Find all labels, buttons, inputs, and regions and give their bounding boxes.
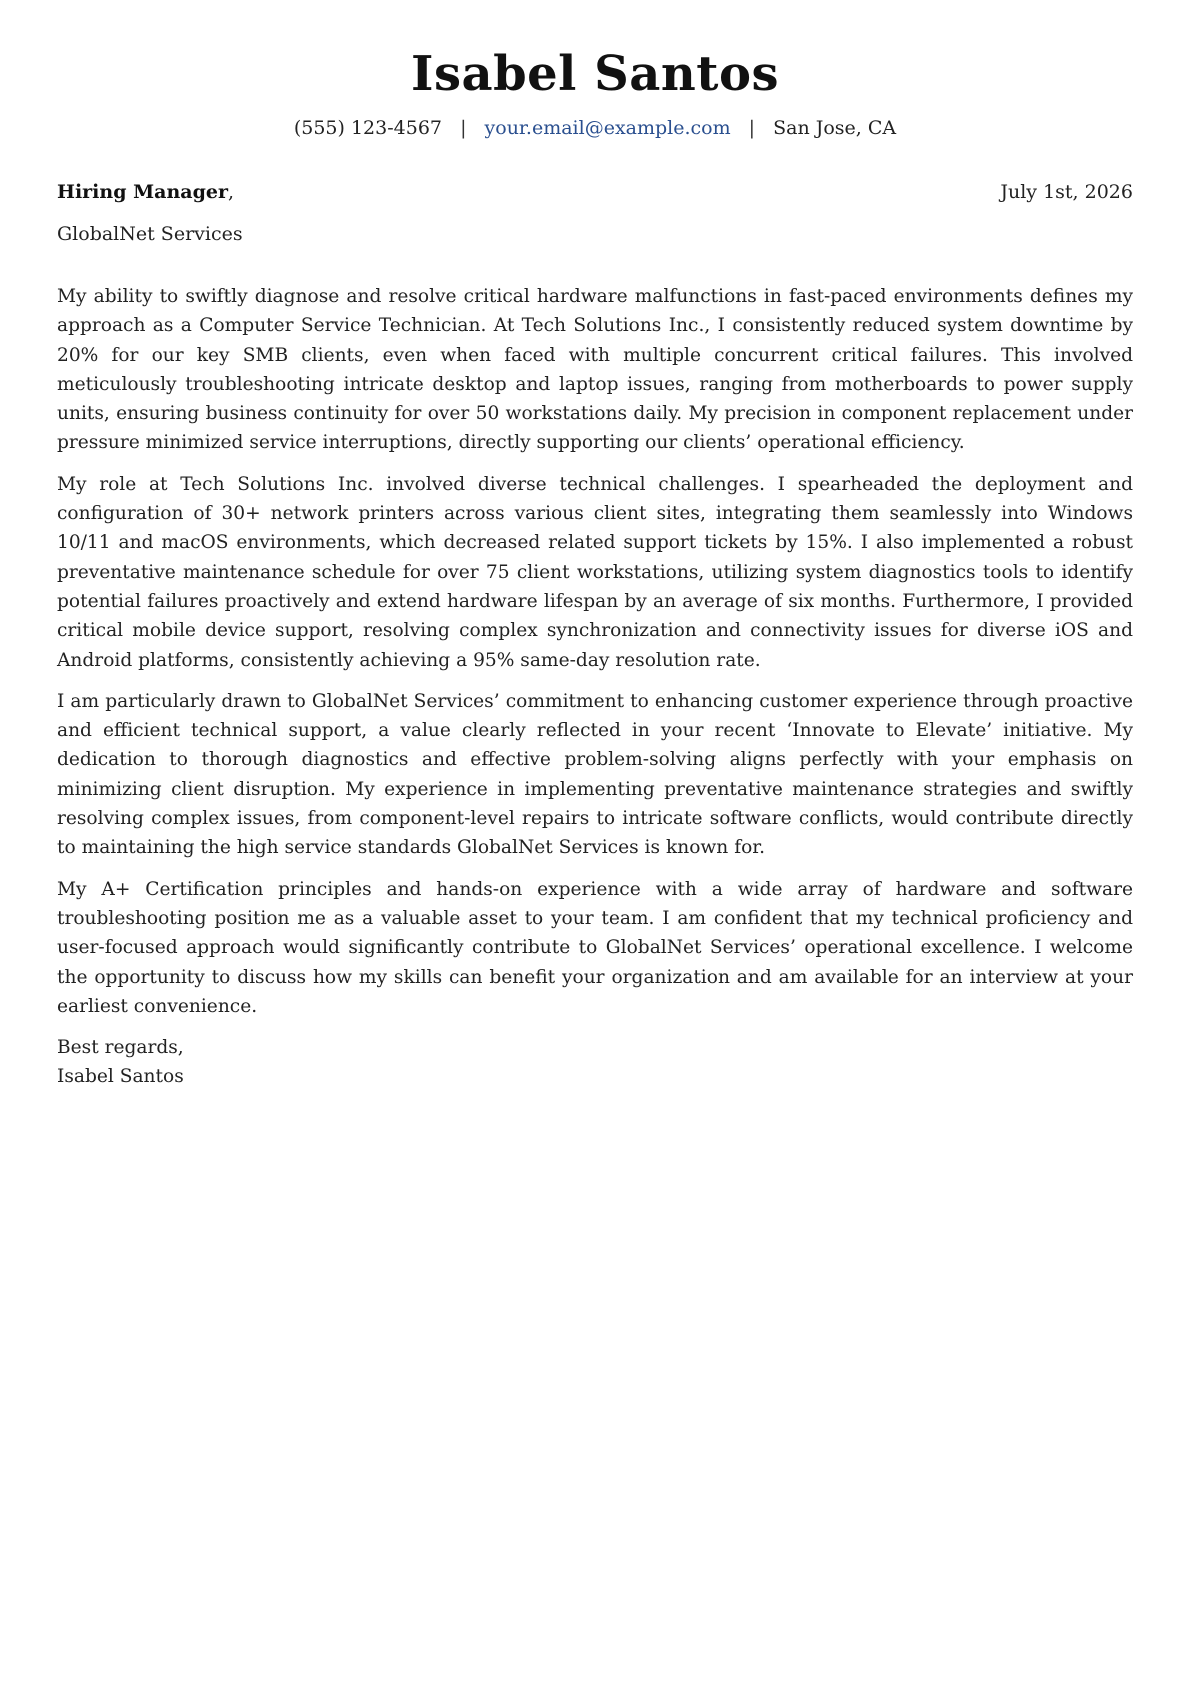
recipient-company: GlobalNet Services	[57, 223, 243, 245]
body-paragraph: My ability to swiftly diagnose and resolve critical hardware malfunctions in fast-paced environments defines my approach as a Computer Service Technician. At Tech Solutions Inc., I consistently reduced system downtime by 20% for our key SMB clients, even when faced with multiple concurrent critical failures. This involved meticulously troubleshooting intricate desktop and laptop issues, ranging from motherboards to power supply units, ensuring business continuity for over 50 workstations daily. My precision in component replacement under pressure minimized service interruptions, directly supporting our clients’ operational efficiency.	[57, 286, 1133, 454]
closing-block	[57, 1033, 1133, 1092]
signature-name: Isabel Santos	[57, 1066, 184, 1088]
applicant-name: Isabel Santos	[411, 46, 779, 102]
closing-salutation: Best regards,	[57, 1037, 184, 1059]
recipient-row	[57, 178, 1133, 206]
letter-date: July 1st, 2026	[1000, 181, 1133, 203]
recipient-name: Hiring Manager	[57, 181, 228, 203]
letter-body	[57, 282, 1133, 1092]
separator: |	[748, 117, 756, 139]
body-paragraph: My A+ Certification principles and hands-on experience with a wide array of hardware and software troubleshooting position me as a valuable asset to your team. I am confident that my technical proficiency and user-focused approach would significantly contribute to GlobalNet Services’ operational excellence. I welcome the opportunity to discuss how my skills can benefit your organization and am available for an interview at your earliest convenience.	[57, 878, 1133, 1017]
separator: |	[460, 117, 467, 139]
email-link[interactable]: your.email@example.com	[484, 117, 731, 139]
contact-line	[57, 114, 1133, 142]
body-paragraph: I am particularly drawn to GlobalNet Services’ commitment to enhancing customer experience through proactive and efficient technical support, a value clearly reflected in your recent ‘Innovate to Elevate’ initiative. My dedication to thorough diagnostics and effective problem-solving aligns perfectly with your emphasis on minimizing client disruption. My experience in implementing preventative maintenance strategies and swiftly resolving complex issues, from component-level repairs to intricate software conflicts, would contribute directly to maintaining the high service standards GlobalNet Services is known for.	[57, 690, 1133, 859]
body-paragraph: My role at Tech Solutions Inc. involved diverse technical challenges. I spearheaded the deployment and configuration of 30+ network printers across various client sites, integrating them seamlessly into Windows 10/11 and macOS environments, which decreased related support tickets by 15%. I also implemented a robust preventative maintenance schedule for over 75 client workstations, utilizing system diagnostics tools to identify potential failures proactively and extend hardware lifespan by an average of six months. Furthermore, I provided critical mobile device support, resolving complex synchronization and connectivity issues for diverse iOS and Android platforms, consistently achieving a 95% same-day resolution rate.	[57, 473, 1133, 671]
recipient-name-line	[57, 178, 234, 206]
recipient-comma: ,	[227, 181, 235, 203]
phone-number: (555) 123-4567	[293, 117, 443, 139]
location: San Jose, CA	[773, 117, 897, 139]
